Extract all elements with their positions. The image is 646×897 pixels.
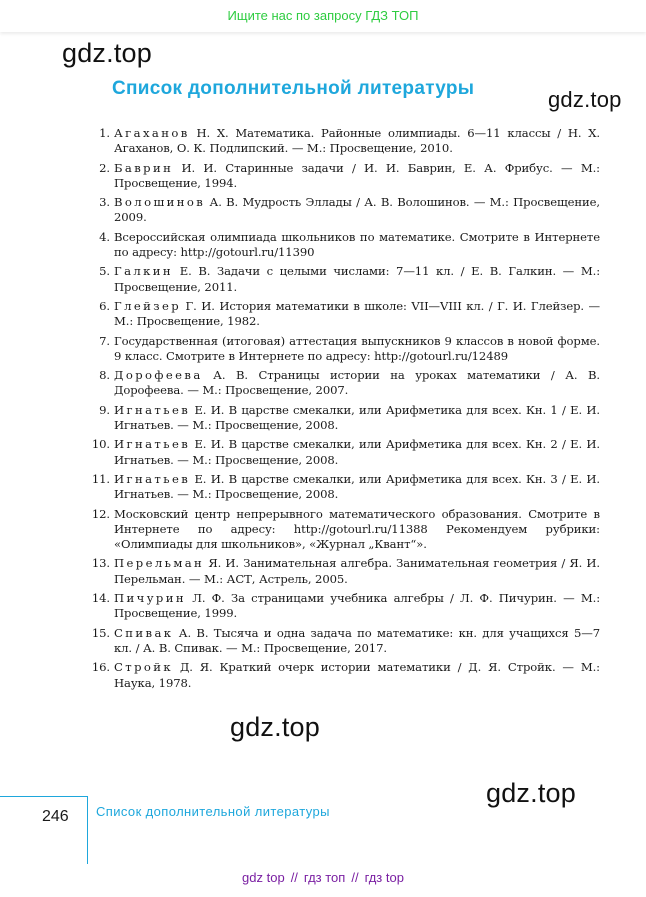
reference-item [88,126,600,157]
reference-number: 12. [91,506,110,521]
gdz-top-link[interactable]: gdz top [242,870,285,885]
reference-text: А. В. Тысяча и одна задача по математике: кн. для учащихся 5—7 кл. / А. В. Спивак. — М.: Просвещение, 2017. [114,625,600,655]
reference-text: Е. В. Задачи с целыми числами: 7—11 кл. / Е. В. Галкин. — М.: Просвещение, 2011. [114,264,600,294]
reference-item [88,472,600,503]
reference-item [88,556,600,587]
reference-item [88,299,600,330]
page-title: Список дополнительной литературы [112,78,475,99]
link-separator: // [351,870,359,885]
reference-text: Д. Я. Краткий очерк истории математики / Д. Я. Стройк. — М.: Наука, 1978. [114,660,600,690]
reference-author: Баврин [114,160,174,175]
gdz-top-mixed-link[interactable]: гдз top [364,870,404,885]
reference-text: Я. И. Занимательная алгебра. Занимательная геометрия / Я. И. Перельман. — М.: АСТ, Астрель, 2005. [114,556,600,586]
reference-number: 16. [91,660,110,675]
reference-text: Е. И. В царстве смекалки, или Арифметика для всех. Кн. 3 / Е. И. Игнатьев. — М.: Просвещение, 2008. [114,471,600,502]
reference-list [88,126,600,695]
link-separator: // [290,870,298,885]
reference-text: А. В. Страницы истории на уроках математики / А. В. Дорофеева. — М.: Просвещение, 2007. [114,368,600,398]
reference-author: Агаханов [114,126,190,140]
footer-divider [0,796,88,797]
reference-text: Л. Ф. За страницами учебника алгебры / Л. Ф. Пичурин. — М.: Просвещение, 1999. [114,591,600,621]
top-banner [0,0,646,32]
reference-item [88,660,600,691]
reference-number: 9. [99,402,110,417]
reference-author: Игнатьев [114,402,191,417]
reference-author: Стройк [114,660,174,675]
reference-author: Волошинов [114,195,206,210]
watermark: gdz.top [62,38,152,68]
reference-text: И. И. Старинные задачи / И. И. Баврин, Е. А. Фрибус. — М.: Просвещение, 1994. [114,160,600,190]
reference-number: 3. [99,195,110,210]
reference-text: Н. Х. Математика. Районные олимпиады. 6—11 классы / Н. Х. Агаханов, О. К. Подлипский. — М.: Просвещение, 2010. [114,126,600,156]
reference-text: Г. И. История математики в школе: VII—VIII кл. / Г. И. Глейзер. — М.: Просвещение, 1982. [114,298,600,329]
reference-author: Игнатьев [114,437,191,452]
reference-number: 1. [99,126,110,140]
page-number: 246 [42,808,69,825]
reference-number: 14. [91,591,110,606]
reference-author: Пичурин [114,591,187,606]
reference-item [88,437,600,468]
reference-item [88,591,600,622]
reference-author: Игнатьев [114,471,191,486]
running-footer-title: Список дополнительной литературы [96,804,330,819]
reference-number: 5. [99,264,110,279]
reference-author: Дорофеева [114,368,203,383]
reference-item [88,195,600,226]
reference-number: 2. [99,160,110,175]
reference-number: 6. [99,298,110,313]
reference-text: Е. И. В царстве смекалки, или Арифметика для всех. Кн. 2 / Е. И. Игнатьев. — М.: Просвещение, 2008. [114,437,600,467]
reference-author: Глейзер [114,298,182,313]
reference-number: 11. [91,471,110,486]
reference-number: 4. [99,229,110,244]
bottom-links [0,870,646,885]
reference-text: А. В. Мудрость Эллады / А. В. Волошинов. — М.: Просвещение, 2009. [114,195,600,225]
reference-author: Перельман [114,556,205,571]
reference-item [88,230,600,261]
reference-item [88,161,600,192]
reference-text: Е. И. В царстве смекалки, или Арифметика для всех. Кн. 1 / Е. И. Игнатьев. — М.: Просвещение, 2008. [114,402,600,433]
reference-item [88,626,600,657]
reference-number: 8. [99,368,110,383]
reference-number: 10. [91,437,110,452]
reference-text: Всероссийская олимпиада школьников по математике. Смотрите в Интернете по адресу: http://gotourl.ru/11390 [114,229,600,260]
reference-number: 13. [91,556,110,571]
reference-item [88,368,600,399]
footer-divider-vertical [87,796,88,864]
reference-number: 7. [99,333,110,348]
gdz-top-ru-link[interactable]: гдз топ [303,870,346,885]
watermark: gdz.top [548,87,622,112]
reference-text: Государственная (итоговая) аттестация выпускников 9 классов в новой форме. 9 класс. Смотрите в Интернете по адресу: http://gotourl.ru/12489 [114,333,600,363]
watermark: gdz.top [486,778,576,808]
reference-author: Спивак [114,625,174,640]
watermark: gdz.top [230,712,320,742]
reference-text: Московский центр непрерывного математического образования. Смотрите в Интернете по адресу: http://gotourl.ru/11388 Рекомендуем рубрики: «Олимпиады для школьников», «Журнал „Квант“». [114,506,600,552]
reference-number: 15. [91,625,110,640]
reference-item [88,507,600,553]
reference-item [88,403,600,434]
reference-item [88,264,600,295]
reference-item [88,334,600,365]
search-hint-link[interactable]: Ищите нас по запросу ГДЗ ТОП [227,8,419,23]
reference-author: Галкин [114,264,174,279]
